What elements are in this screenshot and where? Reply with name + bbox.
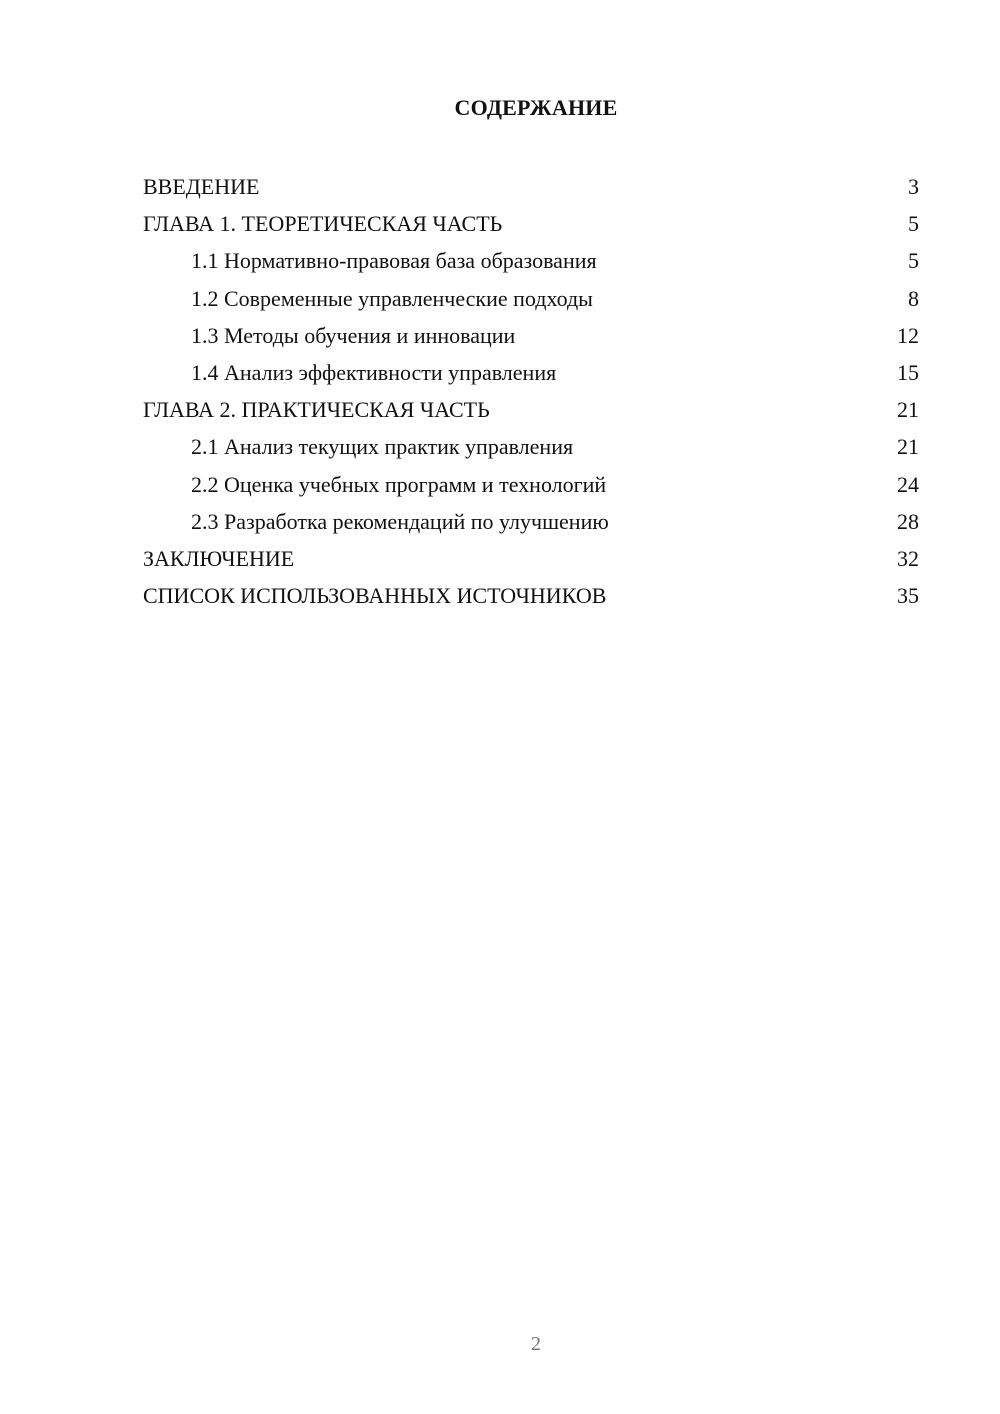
toc-entry-chapter-1[interactable] <box>143 205 919 242</box>
toc-entry-page-number: 15 <box>897 359 919 385</box>
toc-entry-page-number: 24 <box>897 471 919 497</box>
toc-entry-label: ГЛАВА 2. ПРАКТИЧЕСКАЯ ЧАСТЬ <box>143 397 490 423</box>
toc-entry-label: 1.4 Анализ эффективности управления <box>191 359 557 385</box>
page-number: 2 <box>531 1333 541 1355</box>
toc-entry-section-1-3[interactable] <box>143 317 919 354</box>
toc-entry-page-number: 12 <box>897 322 919 348</box>
toc-entry-section-1-4[interactable] <box>143 354 919 391</box>
toc-entry-page-number: 5 <box>908 248 919 274</box>
toc-entry-conclusion[interactable] <box>143 540 919 577</box>
toc-entry-page-number: 8 <box>908 285 919 311</box>
toc-entry-label: 2.3 Разработка рекомендаций по улучшению <box>191 508 609 534</box>
toc-entry-section-2-1[interactable] <box>143 428 919 465</box>
page-title: СОДЕРЖАНИЕ <box>454 95 618 120</box>
toc-entry-chapter-2[interactable] <box>143 391 919 428</box>
toc-entry-label: ВВЕДЕНИЕ <box>143 174 260 199</box>
toc-entry-label: 2.1 Анализ текущих практик управления <box>191 434 574 460</box>
toc-entry-label: СПИСОК ИСПОЛЬЗОВАННЫХ ИСТОЧНИКОВ <box>143 583 607 609</box>
toc-entry-label: 2.2 Оценка учебных программ и технологий <box>191 471 607 497</box>
toc-entry-introduction[interactable] <box>143 168 919 205</box>
toc-entry-label: 1.2 Современные управленческие подходы <box>191 285 593 311</box>
toc-entry-section-1-1[interactable] <box>143 242 919 279</box>
toc-entry-page-number: 21 <box>897 397 919 423</box>
toc-entry-label: 1.3 Методы обучения и инновации <box>191 322 516 348</box>
toc-entry-references[interactable] <box>143 577 919 614</box>
toc-entry-page-number: 35 <box>897 583 919 609</box>
toc-entry-section-2-3[interactable] <box>143 503 919 540</box>
toc-entry-section-1-2[interactable] <box>143 280 919 317</box>
toc-entry-page-number: 32 <box>897 545 919 571</box>
toc-entry-section-2-2[interactable] <box>143 466 919 503</box>
toc-entry-label: ЗАКЛЮЧЕНИЕ <box>143 545 295 571</box>
toc-entry-page-number: 3 <box>908 174 919 199</box>
toc-entry-label: ГЛАВА 1. ТЕОРЕТИЧЕСКАЯ ЧАСТЬ <box>143 211 503 237</box>
toc-entry-label: 1.1 Нормативно-правовая база образования <box>191 248 597 274</box>
toc-entry-page-number: 28 <box>897 508 919 534</box>
table-of-contents <box>143 168 919 614</box>
toc-entry-page-number: 21 <box>897 434 919 460</box>
toc-entry-page-number: 5 <box>908 211 919 237</box>
